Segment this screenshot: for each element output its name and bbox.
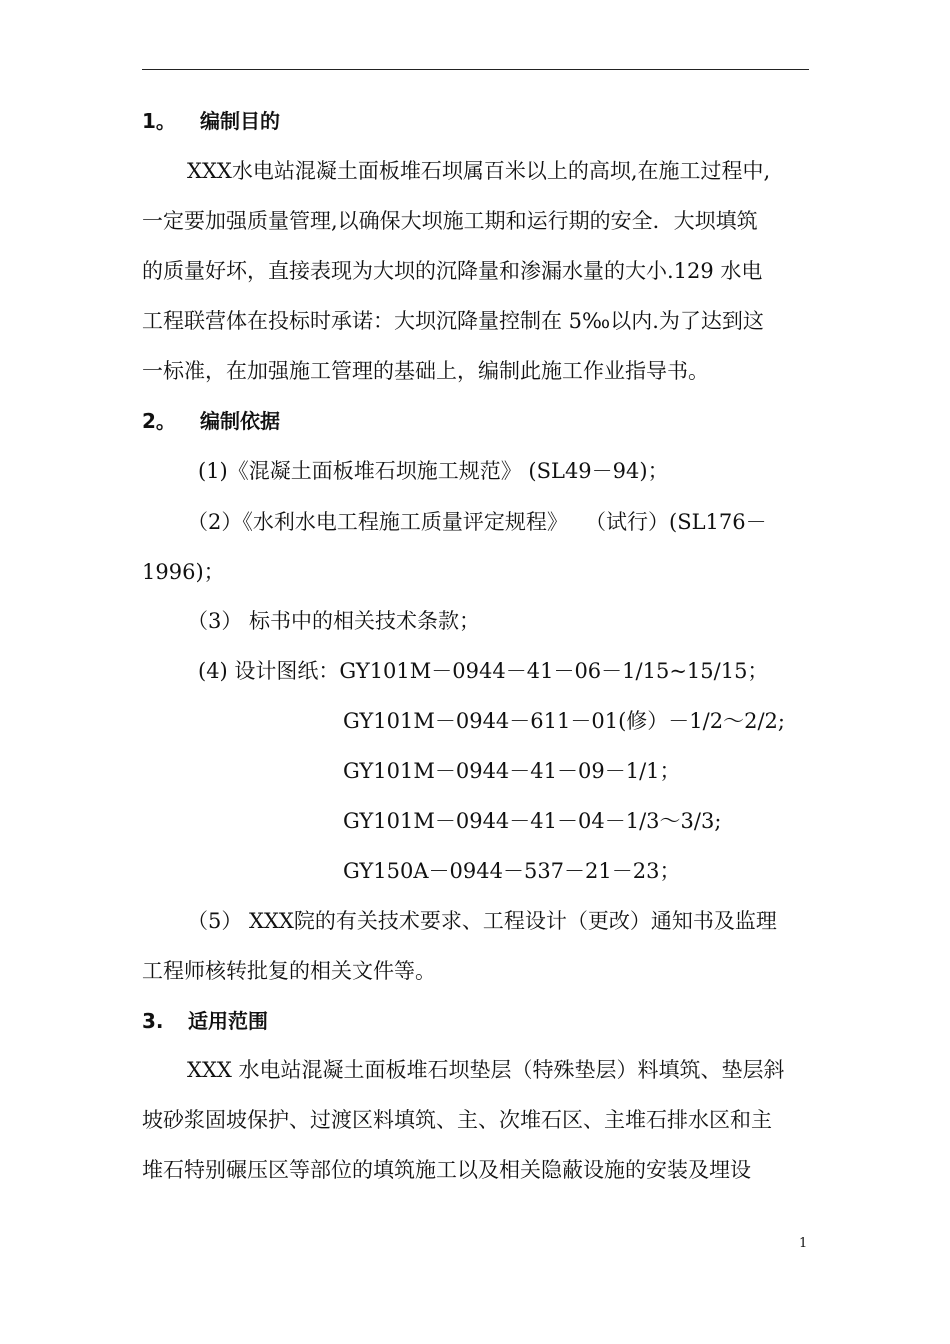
section-3-heading [142,1006,268,1036]
reference-item: （5） XXX院的有关技术要求、工程设计（更改）通知书及监理 [187,909,777,933]
reference-item: （3） 标书中的相关技术条款； [187,609,481,633]
reference-item: (4) 设计图纸：GY101M－0944－41－06－1/15~15/15； [198,659,769,683]
paragraph-line: XXX水电站混凝土面板堆石坝属百米以上的高坝,在施工过程中, [187,159,771,183]
paragraph-line: 坡砂浆固坡保护、过渡区料填筑、主、次堆石区、主堆石排水区和主 [142,1108,772,1132]
drawing-number: GY150A－0944－537－21－23； [343,859,681,883]
paragraph-line: 的质量好坏，直接表现为大坝的沉降量和渗漏水量的大小.129 水电 [142,259,763,283]
paragraph-line: XXX 水电站混凝土面板堆石坝垫层（特殊垫层）料填筑、垫层斜 [187,1058,785,1082]
reference-item: (1)《混凝土面板堆石坝施工规范》 (SL49－94)； [198,459,669,483]
section-3-number: 3. [142,1009,164,1033]
section-2-heading [142,406,280,436]
section-2-title: 编制依据 [200,409,280,433]
drawing-number: GY101M－0944－41－09－1/1； [343,759,681,783]
section-1-heading [142,106,280,136]
page-number: 1 [799,1236,808,1251]
paragraph-line: 一定要加强质量管理,以确保大坝施工期和运行期的安全．大坝填筑 [142,209,758,233]
reference-item: 工程师核转批复的相关文件等。 [142,959,436,983]
header-rule [142,69,809,70]
paragraph-line: 一标准，在加强施工管理的基础上，编制此施工作业指导书。 [142,359,709,383]
drawing-number: GY101M－0944－611－01(修）－1/2～2/2; [343,709,785,733]
section-1-number: 1。 [142,109,176,133]
paragraph-line: 工程联营体在投标时承诺：大坝沉降量控制在 5‰以内.为了达到这 [142,309,764,333]
paragraph-line: 堆石特别碾压区等部位的填筑施工以及相关隐蔽设施的安装及埋设 [142,1158,751,1182]
drawing-number: GY101M－0944－41－04－1/3～3/3; [343,809,722,833]
section-2-number: 2。 [142,409,176,433]
reference-item: （2）《水利水电工程施工质量评定规程》 （试行）(SL176－ [187,510,767,534]
reference-item: 1996)； [142,560,225,584]
section-3-title: 适用范围 [188,1009,268,1033]
section-1-title: 编制目的 [200,109,280,133]
